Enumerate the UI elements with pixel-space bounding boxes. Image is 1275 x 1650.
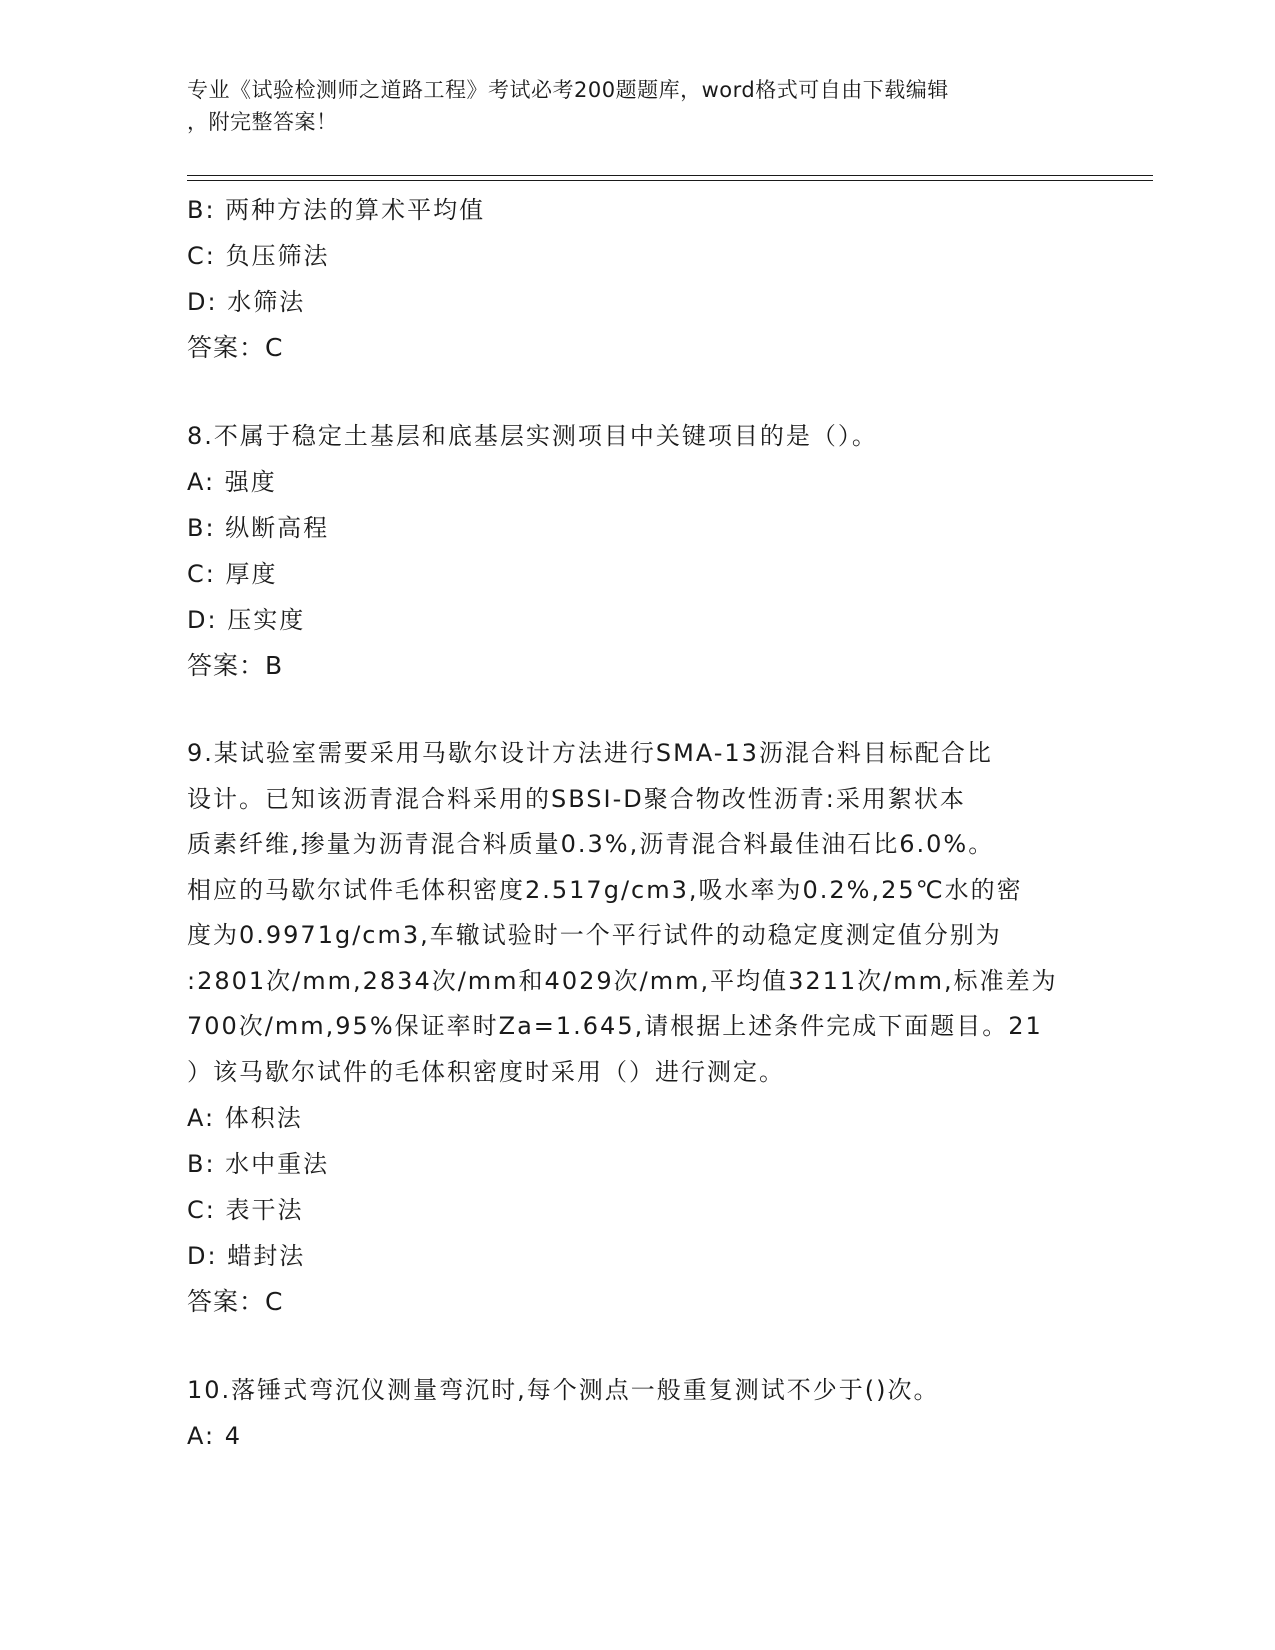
option-d: D: 蜡封法 [187,1242,306,1270]
question-text [187,731,1067,1095]
option-d: D: 压实度 [187,606,306,634]
option-c: C: 负压筛法 [187,242,330,270]
document-header [187,74,1067,138]
question-text-line: 9.某试验室需要采用马歇尔设计方法进行SMA-13沥混合料目标配合比 [187,739,993,767]
option-a: A: 体积法 [187,1104,303,1132]
question-9 [187,731,1087,1325]
question-text-line: 度为0.9971g/cm3,车辙试验时一个平行试件的动稳定度测定值分别为 [187,921,1002,949]
question-text-line: 设计。已知该沥青混合料采用的SBSI-D聚合物改性沥青:采用絮状本 [187,784,966,813]
option-a: A: 4 [187,1422,242,1450]
question-content [187,187,1087,1459]
header-rule-thick [187,175,1153,176]
answer: 答案：B [187,651,284,680]
option-a: A: 强度 [187,468,277,496]
question-text-line: 质素纤维,掺量为沥青混合料质量0.3%,沥青混合料最佳油石比6.0%。 [187,830,995,858]
option-c: C: 表干法 [187,1196,304,1224]
question-text: 10.落锤式弯沉仪测量弯沉时,每个测点一般重复测试不少于()次。 [187,1376,940,1404]
option-b: B: 两种方法的算术平均值 [187,196,486,224]
option-b: B: 纵断高程 [187,514,330,542]
previous-question [187,187,1087,371]
question-10 [187,1367,1087,1459]
answer: 答案：C [187,333,284,362]
option-d: D: 水筛法 [187,288,306,316]
question-text-line: 相应的马歇尔试件毛体积密度2.517g/cm3,吸水率为0.2%,25℃水的密 [187,875,1023,904]
question-text-line: :2801次/mm,2834次/mm和4029次/mm,平均值3211次/mm,标准差为 [187,966,1058,995]
answer: 答案：C [187,1287,284,1316]
option-c: C: 厚度 [187,560,278,588]
header-line-2: ，附完整答案！ [187,110,338,134]
question-text: 8.不属于稳定土基层和底基层实测项目中关键项目的是（）。 [187,422,878,450]
question-text-line: ）该马歇尔试件的毛体积密度时采用（）进行测定。 [187,1057,785,1086]
header-line-1: 专业《试验检测师之道路工程》考试必考200题题库，word格式可自由下载编辑 [187,78,949,102]
question-8 [187,413,1087,689]
header-rule-thin [187,180,1153,181]
option-b: B: 水中重法 [187,1150,330,1178]
question-text-line: 700次/mm,95%保证率时Za=1.645,请根据上述条件完成下面题目。21 [187,1012,1043,1040]
